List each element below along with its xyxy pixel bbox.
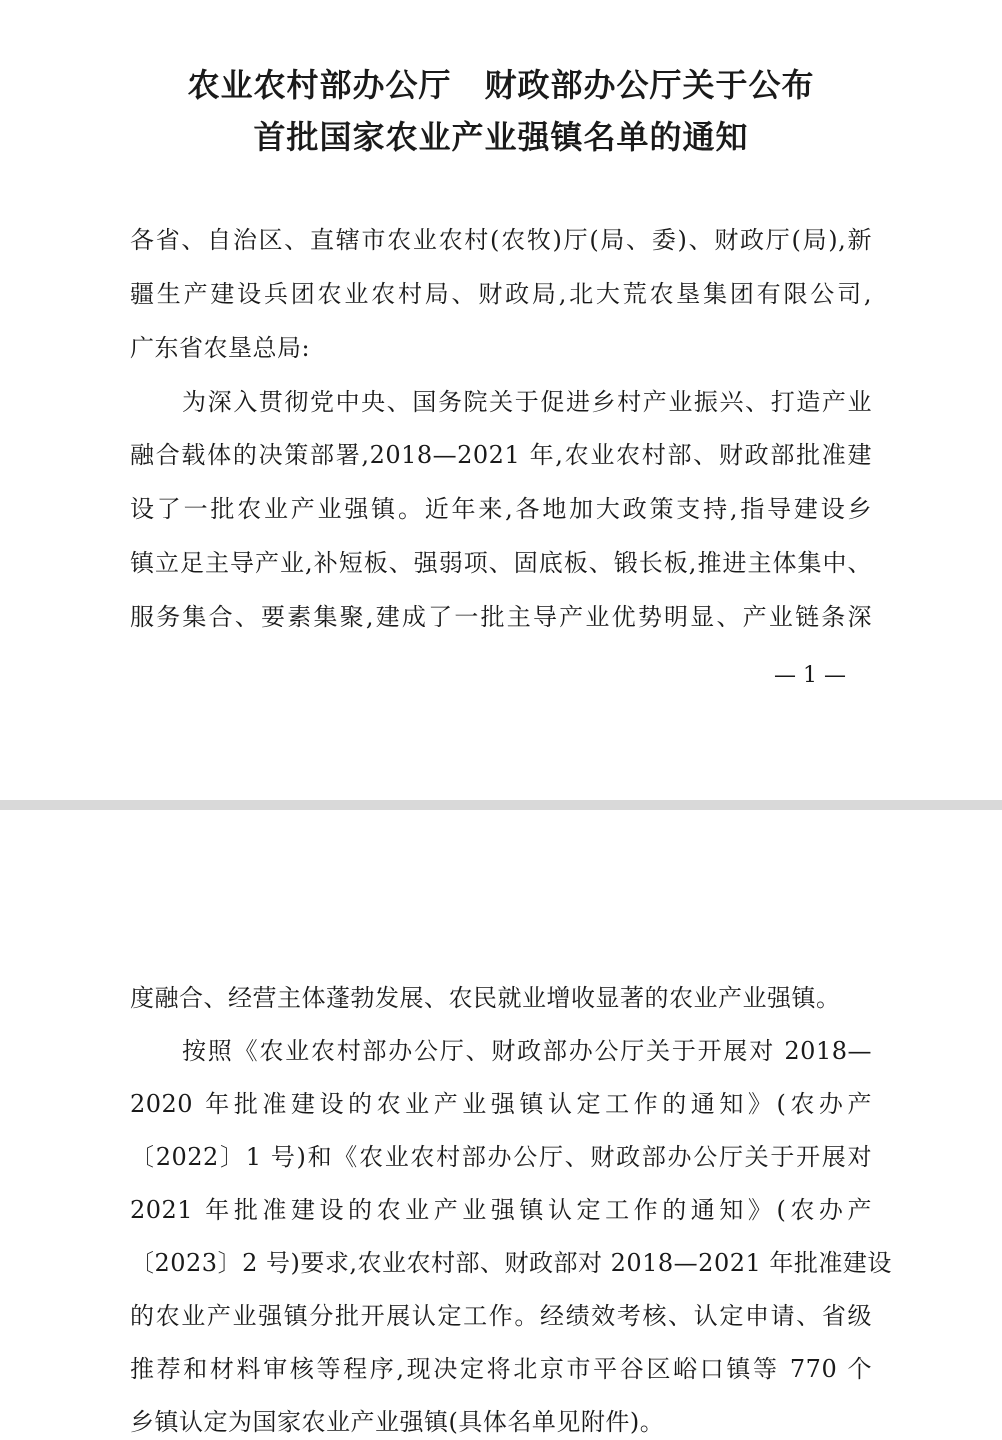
- paragraph2-line-2: 2020 年批准建设的农业产业强镇认定工作的通知》(农办产: [130, 1090, 872, 1118]
- title-line-1: 农业农村部办公厅 财政部办公厅关于公布: [187, 66, 815, 104]
- paragraph2-line-6: 的农业产业强镇分批开展认定工作。经绩效考核、认定申请、省级: [130, 1302, 872, 1330]
- title-line-2: 首批国家农业产业强镇名单的通知: [253, 118, 749, 156]
- paragraph2-line-5: 〔2023〕2 号)要求,农业农村部、财政部对 2018—2021 年批准建设: [130, 1249, 892, 1277]
- paragraph2-line-3: 〔2022〕1 号)和《农业农村部办公厅、财政部办公厅关于开展对: [130, 1143, 872, 1171]
- paragraph2-line-1: 按照《农业农村部办公厅、财政部办公厅关于开展对 2018—: [182, 1037, 872, 1065]
- page-number: — 1 —: [774, 663, 846, 688]
- addressee-line-3: 广东省农垦总局:: [130, 334, 311, 362]
- paragraph2-line-7: 推荐和材料审核等程序,现决定将北京市平谷区峪口镇等 770 个: [130, 1355, 872, 1383]
- page-separator: [0, 800, 1002, 810]
- paragraph1-line-3: 设了一批农业产业强镇。近年来,各地加大政策支持,指导建设乡: [130, 495, 872, 523]
- document-page-2: [0, 810, 1002, 1440]
- paragraph2-line-8: 乡镇认定为国家农业产业强镇(具体名单见附件)。: [130, 1408, 665, 1436]
- paragraph1-line-5: 服务集合、要素集聚,建成了一批主导产业优势明显、产业链条深: [130, 603, 872, 631]
- addressee-line-2: 疆生产建设兵团农业农村局、财政局,北大荒农垦集团有限公司,: [130, 280, 872, 308]
- addressee-line-1: 各省、自治区、直辖市农业农村(农牧)厅(局、委)、财政厅(局),新: [130, 226, 872, 254]
- paragraph1-line-2: 融合载体的决策部署,2018—2021 年,农业农村部、财政部批准建: [130, 441, 872, 469]
- paragraph2-line-4: 2021 年批准建设的农业产业强镇认定工作的通知》(农办产: [130, 1196, 872, 1224]
- paragraph1-line-1: 为深入贯彻党中央、国务院关于促进乡村产业振兴、打造产业: [182, 388, 872, 416]
- paragraph1-line-4: 镇立足主导产业,补短板、强弱项、固底板、锻长板,推进主体集中、: [130, 549, 872, 577]
- continuation-line: 度融合、经营主体蓬勃发展、农民就业增收显著的农业产业强镇。: [130, 984, 841, 1012]
